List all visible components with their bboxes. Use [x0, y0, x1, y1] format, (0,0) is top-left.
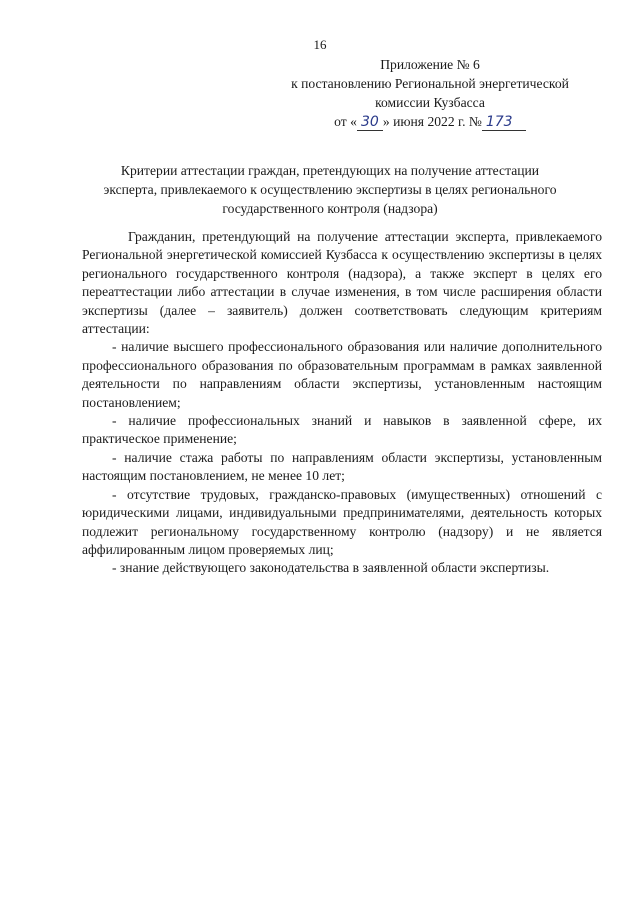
title-line-2: эксперта, привлекаемого к осуществлению экспертизы в целях регионального	[103, 182, 557, 197]
criterion-item: - наличие высшего профессионального образования или наличие дополнительного профессионального образования по образовательным программам в рамках заявленной деятельности по направлениям области экспертизы, установленным настоящим постановлением;	[82, 339, 602, 410]
appendix-line-1: Приложение № 6	[380, 57, 480, 72]
handwritten-number: 173	[482, 115, 526, 131]
date-prefix: от «	[334, 114, 357, 129]
appendix-line-3: комиссии Кузбасса	[375, 95, 485, 110]
title-line-3: государственного контроля (надзора)	[222, 201, 438, 216]
criterion-item: - отсутствие трудовых, гражданско-правовых (имущественных) отношений с юридическими лицами, индивидуальными предпринимателями, деятельность которых подлежит региональному государственному контролю (надзору) и не является аффилированным лицом проверяемых лиц;	[82, 486, 602, 557]
handwritten-day: 30	[357, 115, 383, 131]
page-number: 16	[313, 37, 327, 52]
criterion-item: - знание действующего законодательства в заявленной области экспертизы.	[112, 560, 550, 576]
appendix-header	[250, 55, 610, 131]
intro-paragraph: Гражданин, претендующий на получение аттестации эксперта, привлекаемого Региональной энергетической комиссией Кузбасса к осуществлению экспертизы в целях регионального государственного контроля (надзора), а также эксперт в целях его переаттестации либо аттестации в случае изменения, в том числе расширения области экспертизы (далее – заявитель) должен соответствовать следующим критериям аттестации:	[82, 229, 602, 337]
title-line-1: Критерии аттестации граждан, претендующих на получение аттестации	[120, 163, 540, 178]
criterion-item: - наличие стажа работы по направлениям области экспертизы, установленным настоящим постановлением, не менее 10 лет;	[82, 449, 602, 484]
date-middle: » июня 2022 г. №	[382, 114, 482, 129]
document-title	[75, 161, 585, 218]
document-body	[82, 228, 602, 578]
appendix-date-line	[250, 112, 610, 131]
appendix-line-2: к постановлению Региональной энергетической	[291, 76, 569, 91]
criterion-item: - наличие профессиональных знаний и навыков в заявленной сфере, их практическое применение;	[82, 413, 602, 447]
